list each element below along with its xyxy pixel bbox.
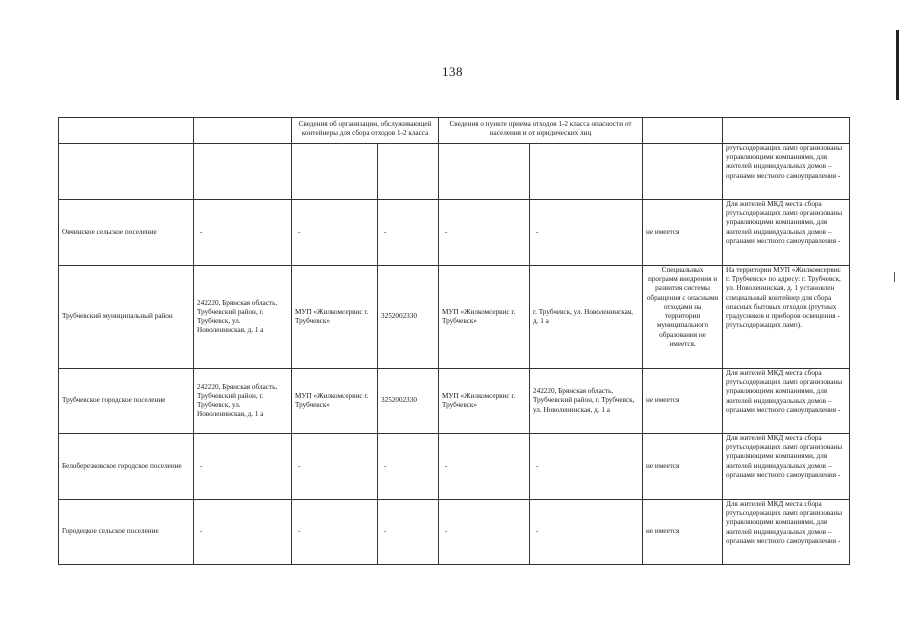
- header-cell-empty: [723, 118, 850, 144]
- scan-edge-mark: [896, 30, 899, 100]
- table-row: [59, 200, 850, 266]
- org-inn: 3252002330: [378, 266, 439, 369]
- settlement-name: Трубчевское городское поселение: [59, 369, 194, 434]
- header-cell-empty: [643, 118, 723, 144]
- settlement-name: Белоберезковское городское поселение: [59, 434, 194, 500]
- header-org-group: Сведения об организации, обслуживающей контейнеры для сбора отходов 1-2 класса: [292, 118, 439, 144]
- collection-note: Для жителей МКД места сбора ртутьсодержащих ламп организованы управляющими компаниями, для жителей индивидуальных домов – органами местного самоуправления -: [723, 434, 850, 500]
- org-name: МУП «Жилкомсервис г. Трубчевск»: [292, 266, 378, 369]
- programs-status: Специальных программ внедрения и развития системы обращения с опасными отходами на территории муниципального образования не имеется.: [643, 266, 723, 369]
- header-cell-empty: [59, 118, 194, 144]
- collection-note: На территории МУП «Жилкомсервис г. Трубчевск» по адресу: г. Трубчевск, ул. Новоленинская, д. 1 установлен специальный контейнер для сбора опасных бытовых отходов (ртутных градусников и приборов освещения - ртутьсодержащих ламп).: [723, 266, 850, 369]
- org-inn: -: [378, 500, 439, 565]
- point-org: [439, 144, 530, 200]
- org-address: -: [194, 200, 292, 266]
- settlement-name: Городецкое сельское поселение: [59, 500, 194, 565]
- table-row: [59, 369, 850, 434]
- table-row: [59, 434, 850, 500]
- programs-status: не имеется: [643, 500, 723, 565]
- programs-status: не имеется: [643, 434, 723, 500]
- org-name: МУП «Жилкомсервис г. Трубчевск»: [292, 369, 378, 434]
- point-address: -: [530, 434, 643, 500]
- header-cell-empty: [194, 118, 292, 144]
- point-address: -: [530, 200, 643, 266]
- header-point-group: Сведения о пункте приема отходов 1-2 класса опасности от населения и от юридических лиц: [439, 118, 643, 144]
- settlement-name: [59, 144, 194, 200]
- page-number: 138: [442, 64, 463, 79]
- org-address: 242220, Брянская область, Трубчевский район, г. Трубчевск, ул. Новоленинская, д. 1 а: [194, 369, 292, 434]
- programs-status: [643, 144, 723, 200]
- collection-note: Для жителей МКД места сбора ртутьсодержащих ламп организованы управляющими компаниями, для жителей индивидуальных домов – органами местного самоуправления -: [723, 369, 850, 434]
- point-address: 242220, Брянская область, Трубчевский район, г. Трубчевск, ул. Новоленинская, д. 1 а: [530, 369, 643, 434]
- collection-note: Для жителей МКД места сбора ртутьсодержащих ламп организованы управляющими компаниями, для жителей индивидуальных домов – органами местного самоуправления -: [723, 500, 850, 565]
- programs-status: не имеется: [643, 369, 723, 434]
- point-org: -: [439, 434, 530, 500]
- point-address: [530, 144, 643, 200]
- point-address: -: [530, 500, 643, 565]
- table-header-row: [59, 118, 850, 144]
- point-org: МУП «Жилкомсервис г. Трубчевск»: [439, 369, 530, 434]
- collection-note: ртутьсодержащих ламп организованы управляющими компаниями, для жителей индивидуальных домов – органами местного самоуправления -: [723, 144, 850, 200]
- org-name: -: [292, 500, 378, 565]
- settlement-name: Овчинское сельское поселение: [59, 200, 194, 266]
- scan-edge-tick: [894, 272, 895, 282]
- org-inn: -: [378, 434, 439, 500]
- org-address: 242220, Брянская область, Трубчевский район, г. Трубчевск, ул. Новоленинская, д. 1 а: [194, 266, 292, 369]
- org-inn: [378, 144, 439, 200]
- org-inn: 3252002330: [378, 369, 439, 434]
- waste-collection-table: [58, 117, 850, 565]
- org-address: -: [194, 434, 292, 500]
- point-org: -: [439, 200, 530, 266]
- org-name: -: [292, 434, 378, 500]
- table-row: [59, 144, 850, 200]
- org-name: [292, 144, 378, 200]
- point-org: МУП «Жилкомсервис г. Трубчевск»: [439, 266, 530, 369]
- settlement-name: Трубчевский муниципальный район: [59, 266, 194, 369]
- org-inn: -: [378, 200, 439, 266]
- point-address: г. Трубчевск, ул. Новоленинская, д. 1 а: [530, 266, 643, 369]
- org-name: -: [292, 200, 378, 266]
- collection-note: Для жителей МКД места сбора ртутьсодержащих ламп организованы управляющими компаниями, для жителей индивидуальных домов – органами местного самоуправления -: [723, 200, 850, 266]
- org-address: -: [194, 500, 292, 565]
- table-row: [59, 266, 850, 369]
- programs-status: не имеется: [643, 200, 723, 266]
- org-address: [194, 144, 292, 200]
- point-org: -: [439, 500, 530, 565]
- table-row: [59, 500, 850, 565]
